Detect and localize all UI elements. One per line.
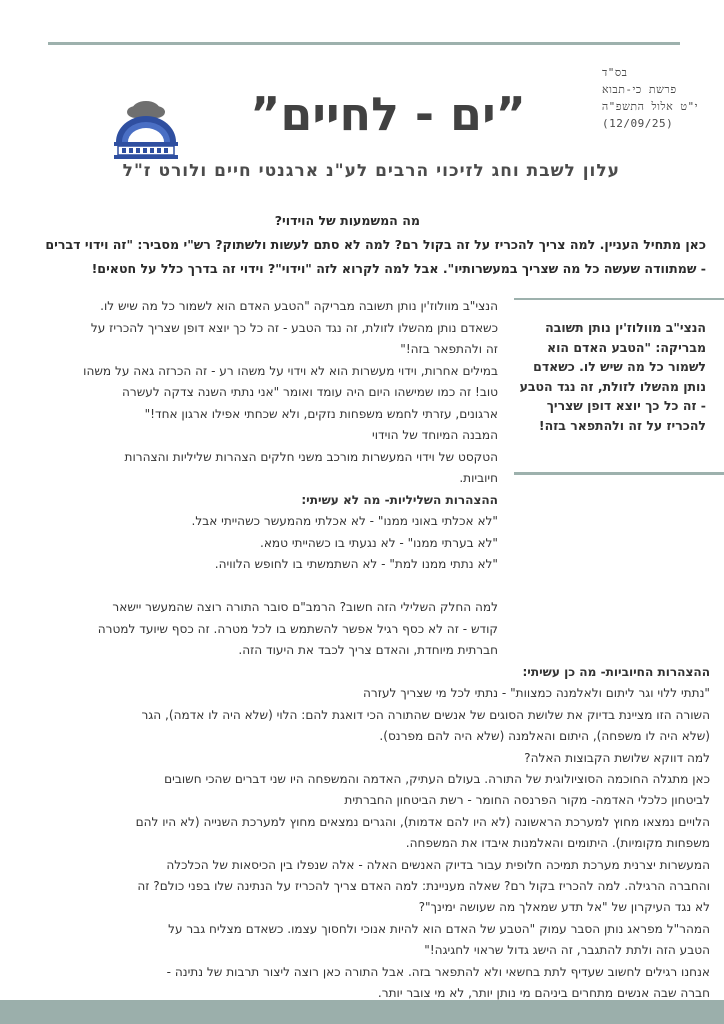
intro-line: - שמתוודה שעשה כל מה שצריך במעשרותיו". אבל למה לקרוא לזה "וידוי"? וידוי זה בדרך כלל על חטאים!: [91, 261, 706, 276]
paragraph-line: חברתית מיוחדת, והאדם צריך לכבד את היעוד הזה.: [238, 643, 498, 657]
paragraph-line: למה החלק השלילי הזה חשוב? הרמב"ם סובר התורה רוצה שהמעשר יישאר: [112, 600, 498, 614]
paragraph-line: הטבע הזה ולתת להתגבר, זה הישג גדול שראוי לחגיגה!": [424, 943, 710, 958]
main-column: [38, 296, 498, 662]
negative-item: "לא אכלתי באוני ממנו" - לא אכלתי מהמעשר כשהייתי אבל.: [191, 514, 498, 528]
paragraph-line: ארגונים, עזרתי לחמש משפחות נזקים, ולא שכחתי אפילו ארגון אחד!": [144, 406, 498, 421]
intro-section: [14, 211, 706, 281]
paragraph-line: חברה שבה אנשים מתחרים ביניהם מי נותן יותר, לא מי צובר יותר.: [377, 986, 710, 1001]
negative-item: "לא בערתי ממנו" - לא נגעתי בו כשהייתי טמא.: [259, 535, 498, 550]
pull-quote-bottom-rule: [514, 472, 724, 475]
paragraph-line: טוב! זה כמו שמישהו היום היה עומד ואומר "אני נתתי השנה צדקה לעשרה: [121, 385, 498, 399]
paragraph-line: המעשרות יצרנית מערכת תמיכה חלופית עבור בדיוק האנשים האלה - אלה שנפלו בין הכיסאות של הכלכלה: [166, 857, 710, 872]
pull-quote-top-rule: [514, 298, 724, 300]
paragraph-line: במילים אחרות, וידוי מעשרות הוא לא וידוי על משהו רע - זה הכרזה גאה על משהו: [83, 363, 498, 378]
paragraph-line: השורה הזו מציינת בדיוק את שלושת הסוגים של אנשים שהתורה הכי דואגת להם: הלוי (שלא היה לו אדמה), הגר: [141, 707, 710, 722]
footer-bar: [0, 1000, 724, 1024]
gregorian-date: (12/09/25): [602, 117, 674, 130]
positive-declarations-heading: ההצהרות החיוביות- מה כן עשיתי:: [522, 665, 710, 679]
paragraph-line: הטקסט של וידוי המעשרות מורכב משני חלקים הצהרות שליליות והצהרות: [124, 449, 498, 464]
issue-meta: [602, 64, 698, 132]
parasha-label: פרשת כי-תבוא: [602, 83, 677, 96]
paragraph-line: הלויים נמצאו מחוץ למערכת הראשונה (לא היו להם אדמות), והגרים נמצאים מחוץ למערכת השנייה (לא היו להם: [135, 814, 710, 829]
paragraph-line: זה ולהתפאר בזה!": [400, 342, 498, 356]
paragraph-line: משפחות מקומיות). היתומים והאלמנות איבדו את המשפחה.: [405, 836, 710, 851]
synagogue-logo-icon: [108, 98, 184, 164]
dedication-subtitle: עלון לשבת וחג לזיכוי הרבים לע"נ ארגנטי חיים ולורט ז"ל: [122, 161, 620, 181]
paragraph-line: למה דווקא שלושת הקבוצות האלה?: [524, 750, 710, 765]
paragraph-line: אנחנו רגילים לחשוב שעדיף לתת בחשאי ולא להתפאר בזה. אבל התורה כאן רוצה ליצור תרבות של נתינה -: [166, 964, 710, 979]
page-title: ”ים - לחיים”: [250, 87, 526, 141]
top-divider: [48, 42, 680, 45]
negative-item: "לא נתתי ממנו למת" - לא השתמשתי בו לחופש הלוויה.: [214, 557, 498, 571]
negative-declarations-heading: ההצהרות השליליות- מה לא עשיתי:: [301, 492, 498, 507]
paragraph-line: והחברה הרגילה. למה להכריז בקול רם? שאלה מעניינת: למה האדם צריך להכריז על הנתינה שלו בפני כולם? זה: [137, 879, 710, 894]
paragraph-line: לביטחון כלכלי האדמה- מקור הפרנסה החומר - רשת הביטחון החברתית: [344, 793, 710, 808]
bs-label: בס"ד: [602, 66, 628, 79]
spacer: [38, 576, 498, 598]
pull-quote-text: הנצי"ב מוולוז'ין נותן תשובה מבריקה: "הטבע האדם הוא לשמור כל מה שיש לו. כשאדם נותן מהשלו לזולת, זה נגד הטבע - זה כל כך יוצא דופן שצריך להכריז על זה ולהתפאר בזה!: [519, 320, 706, 433]
paragraph-line: הנצי"ב מוולוז'ין נותן תשובה מבריקה "הטבע האדם הוא לשמור כל מה שיש לו.: [100, 299, 498, 313]
paragraph-line: המבנה המיוחד של הוידוי: [372, 428, 498, 442]
intro-question: מה המשמעות של הוידוי?: [274, 213, 420, 228]
hebrew-date: י"ט אלול התשפ"ה: [601, 100, 698, 113]
paragraph-line: כשאדם נותן מהשלו לזולת, זה נגד הטבע - זה כל כך יוצא דופן שצריך להכריז על: [90, 320, 498, 335]
paragraph-line: כאן מתגלה החוכמה הסוציולוגית של התורה. בעולם העתיק, האדמה והמשפחה היו שני דברים שהכי חשובים: [164, 772, 710, 787]
paragraph-line: המהר"ל מפראג נותן הסבר עמוק "הטבע של האדם הוא להיות אנוכי ולחסוך עצמו. כשאדם מצליח גבר על: [168, 921, 710, 936]
paragraph-line: (שלא היה לו משפחה), היתום והאלמנה (שלא היה להם מפרנס).: [379, 729, 710, 744]
paragraph-line: לא נגד העיקרון של "אל תדע שמאלך מה שעושה ימינך"?: [418, 900, 710, 915]
paragraph-line: חיוביות.: [459, 471, 498, 485]
paragraph-line: "נתתי ללוי וגר ליתום ולאלמנה כמצוות" - נתתי לכל מי שצריך לעזרה: [363, 686, 710, 701]
paragraph-line: קודש - זה לא כסף רגיל אפשר להשתמש בו לכל מטרה. זה כסף שיועד למטרה: [97, 621, 498, 636]
wide-section: [40, 662, 710, 1005]
intro-line: כאן מתחיל העניין. למה צריך להכריז על זה בקול רם? למה לא סתם לעשות ולשתוק? רש"י מסביר: "זה וידוי דברים: [45, 237, 706, 252]
